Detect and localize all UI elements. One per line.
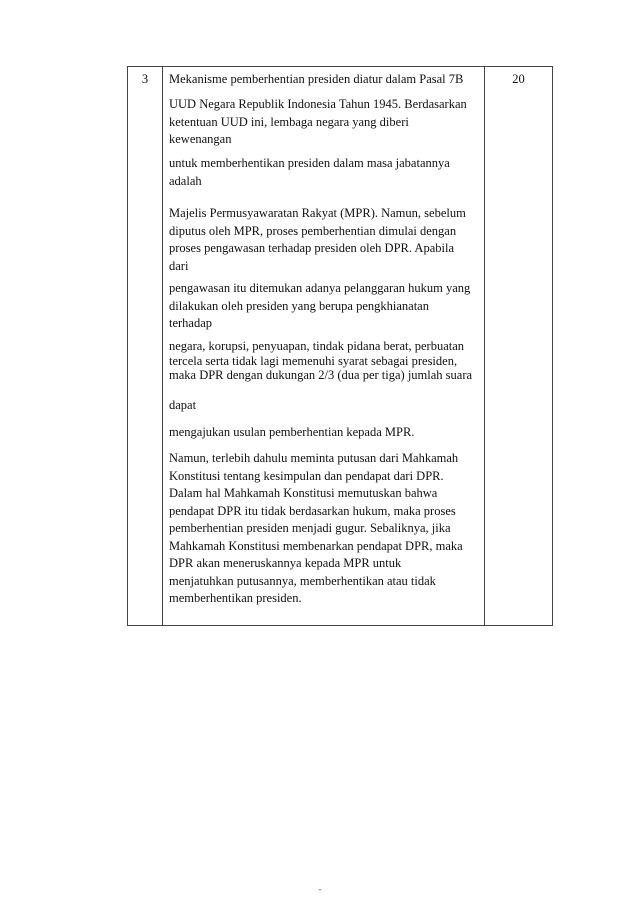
paragraph-6: negara, korupsi, penyuapan, tindak pidana berat, perbuatan tercela serta tidak lagi memenuhi syarat sebagai presiden, maka DPR dengan dukungan 2/3 (dua per tiga) jumlah suara — [169, 339, 473, 382]
paragraph-9: Namun, terlebih dahulu meminta putusan dari Mahkamah Konstitusi tentang kesimpulan dan pendapat dari DPR. Dalam hal Mahkamah Konstitusi memutuskan bahwa pendapat DPR itu tidak berdasarkan hukum, maka proses pemberhentian presiden menjadi gugur. Sebaliknya, jika Mahkamah Konstitusi membenarkan pendapat DPR, maka DPR akan meneruskannya kepada MPR untuk menjatuhkan putusannya, memberhentikan atau tidak memberhentikan presiden. — [169, 451, 463, 605]
paragraph-1: Mekanisme pemberhentian presiden diatur dalam Pasal 7B — [169, 72, 464, 86]
paragraph-7: dapat — [169, 398, 197, 412]
score-cell — [485, 67, 552, 630]
paragraph-3: untuk memberhentikan presiden dalam masa jabatannya adalah — [169, 156, 450, 188]
row-score: 20 — [512, 72, 525, 86]
row-number-cell — [128, 67, 163, 625]
answer-text-cell — [163, 67, 485, 625]
answer-table — [127, 66, 553, 626]
paragraph-5: pengawasan itu ditemukan adanya pelanggaran hukum yang dilakukan oleh presiden yang berupa pengkhianatan terhadap — [169, 281, 471, 330]
page-footer-mark: - — [318, 884, 322, 894]
paragraph-4: Majelis Permusyawaratan Rakyat (MPR). Namun, sebelum diputus oleh MPR, proses pemberhentian dimulai dengan proses pengawasan terhadap presiden oleh DPR. Apabila dari — [169, 206, 466, 273]
paragraph-8: mengajukan usulan pemberhentian kepada MPR. — [169, 425, 415, 439]
paragraph-2: UUD Negara Republik Indonesia Tahun 1945. Berdasarkan ketentuan UUD ini, lembaga negara yang diberi kewenangan — [169, 97, 467, 146]
row-number: 3 — [141, 72, 149, 86]
